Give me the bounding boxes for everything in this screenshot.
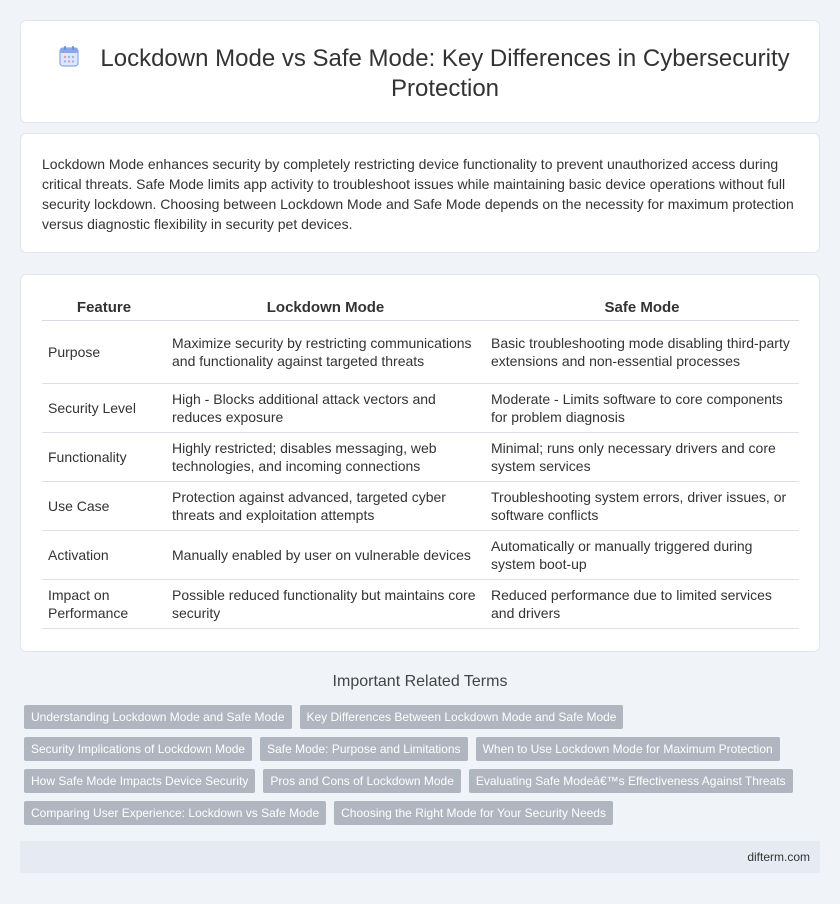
- title-card: [20, 20, 820, 123]
- comparison-table: [42, 296, 799, 629]
- feature-cell: Purpose: [42, 320, 166, 383]
- footer-site-name[interactable]: difterm.com: [747, 850, 810, 864]
- tag-row: [24, 705, 804, 729]
- related-term-tag[interactable]: How Safe Mode Impacts Device Security: [24, 769, 255, 793]
- header-lockdown-mode: Lockdown Mode: [166, 296, 485, 320]
- safe-mode-cell: Minimal; runs only necessary drivers and core system services: [485, 432, 799, 481]
- related-term-tag[interactable]: Understanding Lockdown Mode and Safe Mode: [24, 705, 292, 729]
- related-term-tag[interactable]: Security Implications of Lockdown Mode: [24, 737, 252, 761]
- comparison-table-card: [20, 274, 820, 652]
- tag-row: [24, 769, 804, 793]
- intro-paragraph: Lockdown Mode enhances security by completely restricting device functionality to prevent unauthorized access during critical threats. Safe Mode limits app activity to troubleshoot issues while maintaining basic device operations without full security lockdown. Choosing between Lockdown Mode and Safe Mode depends on the necessity for maximum protection versus diagnostic flexibility in security pet devices.: [42, 156, 794, 232]
- table-row: [42, 481, 799, 530]
- related-terms-list: [24, 705, 804, 833]
- table-row: [42, 383, 799, 432]
- related-terms-heading: Important Related Terms: [332, 673, 508, 690]
- feature-cell: Functionality: [42, 432, 166, 481]
- table-row: [42, 320, 799, 383]
- lockdown-cell: Maximize security by restricting communications and functionality against targeted threats: [166, 320, 485, 383]
- tag-row: [24, 737, 804, 761]
- related-term-tag[interactable]: Pros and Cons of Lockdown Mode: [263, 769, 460, 793]
- related-term-tag[interactable]: Choosing the Right Mode for Your Security Needs: [334, 801, 613, 825]
- lockdown-cell: High - Blocks additional attack vectors and reduces exposure: [166, 383, 485, 432]
- page-title: Lockdown Mode vs Safe Mode: Key Differences in Cybersecurity Protection: [100, 45, 790, 102]
- safe-mode-cell: Automatically or manually triggered during system boot-up: [485, 530, 799, 579]
- table-row: [42, 432, 799, 481]
- header-safe-mode: Safe Mode: [485, 296, 799, 320]
- lockdown-cell: Highly restricted; disables messaging, web technologies, and incoming connections: [166, 432, 485, 481]
- feature-cell: Security Level: [42, 383, 166, 432]
- related-term-tag[interactable]: Safe Mode: Purpose and Limitations: [260, 737, 467, 761]
- safe-mode-cell: Reduced performance due to limited services and drivers: [485, 579, 799, 628]
- table-header-row: [42, 296, 799, 320]
- intro-card: [20, 133, 820, 253]
- lockdown-cell: Possible reduced functionality but maintains core security: [166, 579, 485, 628]
- footer: [20, 841, 820, 873]
- lockdown-cell: Protection against advanced, targeted cyber threats and exploitation attempts: [166, 481, 485, 530]
- feature-cell: Use Case: [42, 481, 166, 530]
- header-feature: Feature: [42, 296, 166, 320]
- related-term-tag[interactable]: Key Differences Between Lockdown Mode and Safe Mode: [300, 705, 624, 729]
- related-term-tag[interactable]: When to Use Lockdown Mode for Maximum Protection: [476, 737, 780, 761]
- feature-cell: Activation: [42, 530, 166, 579]
- safe-mode-cell: Moderate - Limits software to core components for problem diagnosis: [485, 383, 799, 432]
- feature-cell: Impact on Performance: [42, 579, 166, 628]
- safe-mode-cell: Basic troubleshooting mode disabling third-party extensions and non-essential processes: [485, 320, 799, 383]
- table-row: [42, 530, 799, 579]
- safe-mode-cell: Troubleshooting system errors, driver issues, or software conflicts: [485, 481, 799, 530]
- related-term-tag[interactable]: Comparing User Experience: Lockdown vs Safe Mode: [24, 801, 326, 825]
- lockdown-cell: Manually enabled by user on vulnerable devices: [166, 530, 485, 579]
- related-term-tag[interactable]: Evaluating Safe Modeâ€™s Effectiveness Against Threats: [469, 769, 793, 793]
- table-row: [42, 579, 799, 628]
- tag-row: [24, 801, 804, 825]
